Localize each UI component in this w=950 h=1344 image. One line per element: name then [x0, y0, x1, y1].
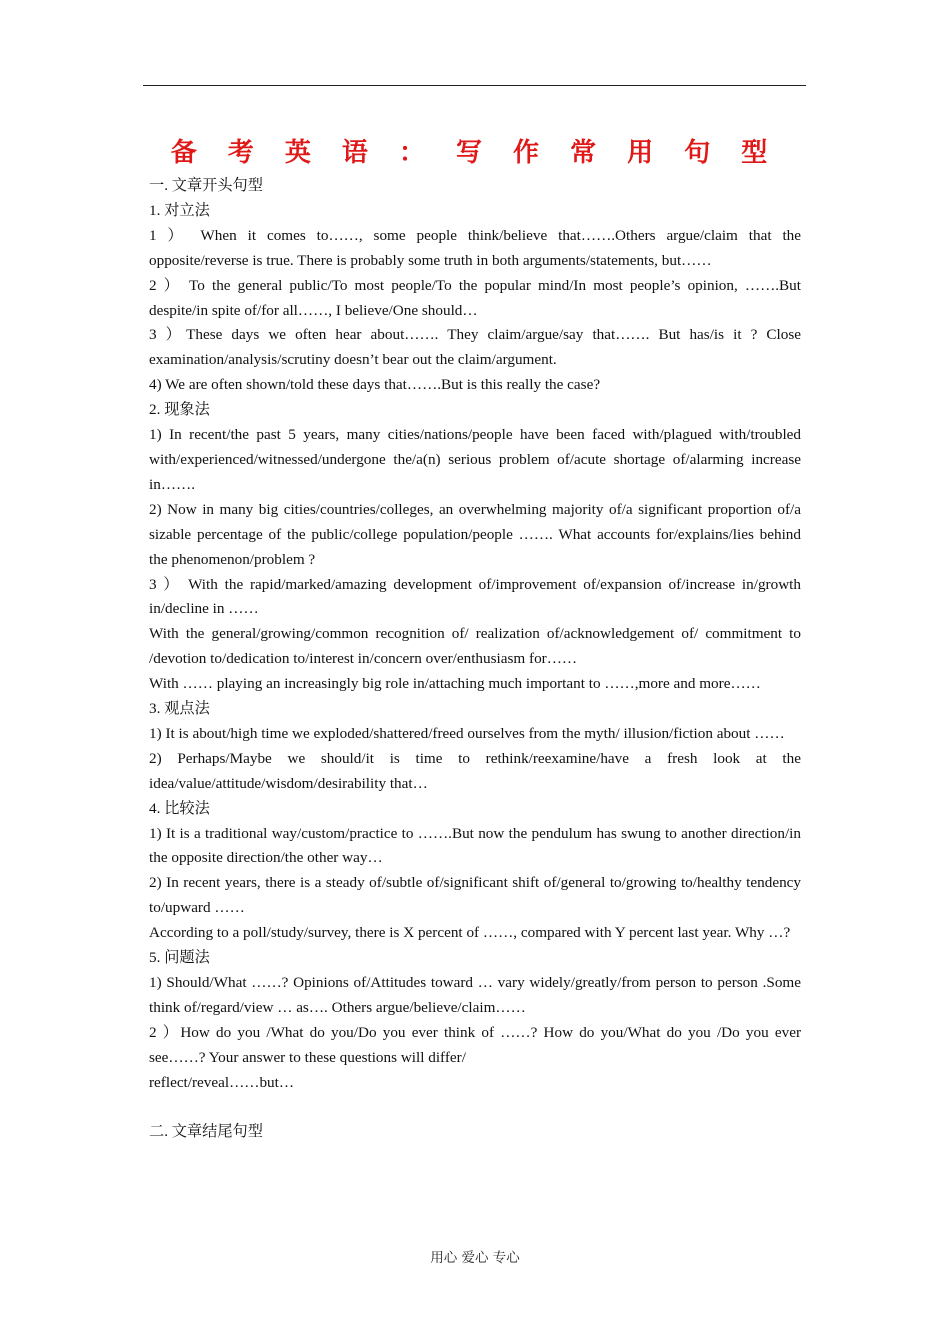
paragraph: 2 ） To the general public/To most people/To the popular mind/In most people’s opinion, …….But despite/in spite of/for all……, I believe/One should…	[149, 276, 801, 319]
paragraph: 3 ）These days we often hear about……. They claim/argue/say that……. But has/is it ? Close examination/analysis/scrutiny doesn’t bear out the claim/argument.	[149, 326, 801, 369]
paragraph: 2) In recent years, there is a steady of/subtle of/significant shift of/general to/growing to/healthy tendency to/upward ……	[149, 874, 801, 917]
paragraph: 2) Perhaps/Maybe we should/it is time to rethink/reexamine/have a fresh look at the idea/value/attitude/wisdom/desirability that…	[149, 749, 801, 792]
paragraph: With the general/growing/common recognition of/ realization of/acknowledgement of/ commitment to /devotion to/dedication to/interest in/concern over/enthusiasm for……	[149, 625, 801, 668]
paragraph: 3 ） With the rapid/marked/amazing development of/improvement of/expansion of/increase in/growth in/decline in ……	[149, 575, 801, 618]
subsection-heading: 5. 问题法	[149, 949, 210, 967]
section-heading: 一. 文章开头句型	[149, 177, 263, 194]
paragraph: reflect/reveal……but…	[149, 1073, 295, 1091]
subsection-heading: 1. 对立法	[149, 201, 210, 219]
subsection-heading: 3. 观点法	[149, 700, 210, 718]
paragraph: 1) In recent/the past 5 years, many cities/nations/people have been faced with/plagued with/troubled with/experienced/witnessed/undergone the/a(n) serious problem of/acute shortage of/alarming increase in…….	[149, 426, 801, 493]
section-heading: 二. 文章结尾句型	[149, 1123, 263, 1141]
paragraph: 1 ） When it comes to……, some people think/believe that…….Others argue/claim that the opposite/reverse is true. There is probably some truth in both arguments/statements, but……	[149, 226, 801, 269]
paragraph: 1) Should/What ……? Opinions of/Attitudes toward … vary widely/greatly/from person to person .Some think of/regard/view … as…. Others argue/believe/claim……	[149, 974, 801, 1016]
header-rule	[143, 85, 806, 86]
paragraph: 2 ）How do you /What do you/Do you ever think of ……? How do you/What do you /Do you ever see……? Your answer to these questions will differ/	[149, 1023, 801, 1066]
document-body	[149, 174, 801, 1145]
page-title: 备 考 英 语 ： 写 作 常 用 句 型	[170, 138, 779, 168]
subsection-heading: 4. 比较法	[149, 799, 210, 817]
blank-line	[149, 1096, 801, 1121]
paragraph: 1) It is about/high time we exploded/shattered/freed ourselves from the myth/ illusion/fiction about ……	[149, 724, 785, 742]
page-footer: 用心 爱心 专心	[430, 1250, 520, 1266]
paragraph: According to a poll/study/survey, there is X percent of ……, compared with Y percent last year. Why …?	[149, 924, 791, 942]
subsection-heading: 2. 现象法	[149, 401, 210, 419]
paragraph: 1) It is a traditional way/custom/practice to …….But now the pendulum has swung to another direction/in the opposite direction/the other way…	[149, 824, 801, 867]
paragraph: With …… playing an increasingly big role in/attaching much important to ……,more and more……	[149, 675, 761, 693]
paragraph: 2) Now in many big cities/countries/colleges, an overwhelming majority of/a significant proportion of/a sizable percentage of the public/college population/people ……. What accounts for/explains/lies behind the phenomenon/problem ?	[149, 500, 801, 568]
paragraph: 4) We are often shown/told these days that…….But is this really the case?	[149, 376, 601, 394]
